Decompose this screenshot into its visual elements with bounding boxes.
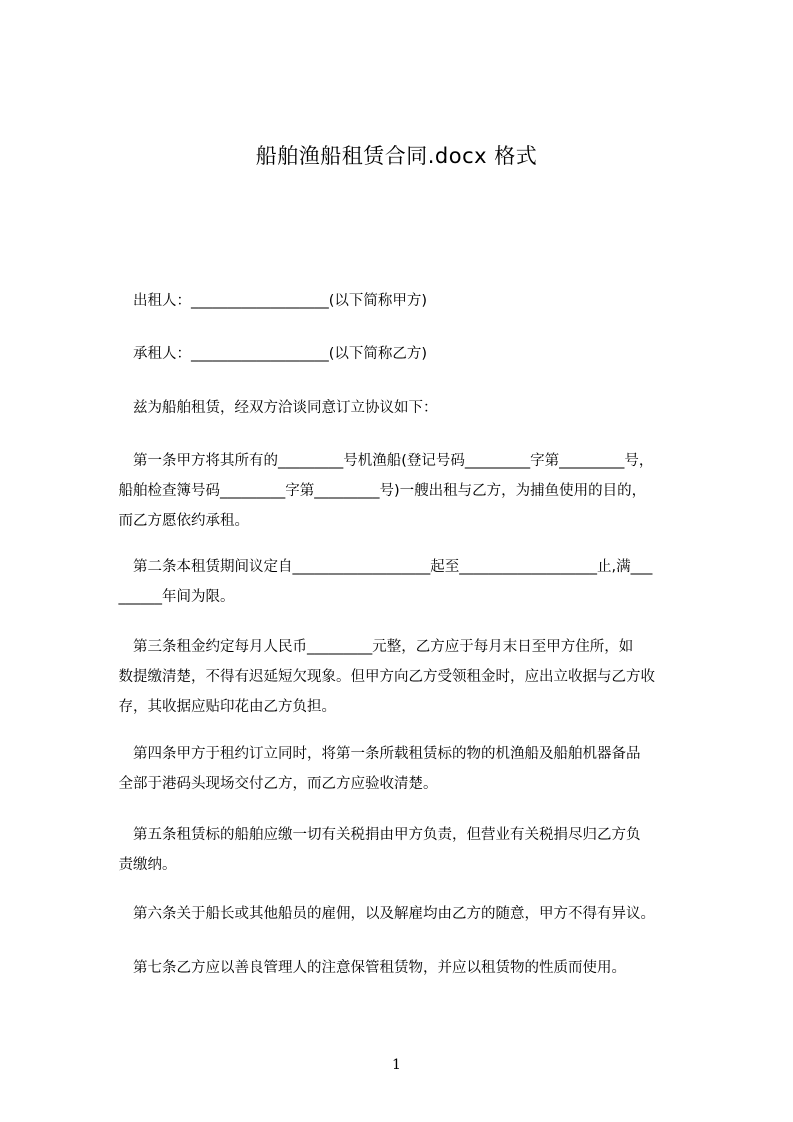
article-1-row-3: 而乙方愿依约承租。 [104, 513, 249, 529]
article-5-row-2: 责缴纳。 [104, 857, 177, 873]
article-6-row-1: 第六条关于船长或其他船员的雇佣，以及解雇均由乙方的随意，甲方不得有异议。 [104, 906, 655, 922]
document-title: 船舶渔船租赁合同.docx 格式 [255, 144, 538, 168]
lessor-line: 出租人：___________________(以下简称甲方) [104, 293, 428, 309]
lessee-line: 承租人：___________________(以下简称乙方) [104, 346, 428, 362]
article-5-row-1: 第五条租赁标的船舶应缴一切有关税捐由甲方负责，但营业有关税捐尽归乙方负 [104, 827, 641, 843]
intro-line: 兹为船舶租赁，经双方洽谈同意订立协议如下： [104, 400, 438, 416]
article-4 [104, 739, 704, 799]
article-6 [104, 899, 704, 929]
article-2-row-2: ______年间为限。 [104, 589, 235, 605]
article-3-row-2: 数提缴清楚，不得有迟延短欠现象。但甲方向乙方受领租金时，应出立收据与乙方收 [104, 669, 655, 685]
article-2 [104, 552, 704, 612]
article-7-row-1: 第七条乙方应以善良管理人的注意保管租赁物，并应以租赁物的性质而使用。 [104, 960, 626, 976]
page-number: 1 [392, 1057, 401, 1073]
article-3-row-3: 存，其收据应贴印花由乙方负担。 [104, 699, 336, 715]
article-1-row-2: 船舶检查簿号码_________字第_________号)一艘出租与乙方，为捕鱼使用的目的， [104, 483, 647, 499]
article-1-row-1: 第一条甲方将其所有的_________号机渔船(登记号码_________字第_________号， [104, 453, 654, 469]
article-3 [104, 632, 704, 722]
article-5 [104, 820, 704, 880]
article-1 [104, 446, 704, 536]
article-7 [104, 953, 704, 983]
article-4-row-1: 第四条甲方于租约订立同时，将第一条所载租赁标的物的机渔船及船舶机器备品 [104, 746, 641, 762]
article-2-row-1: 第二条本租赁期间议定自___________________起至___________________止,满___ [104, 559, 653, 575]
article-3-row-1: 第三条租金约定每月人民币_________元整，乙方应于每月末日至甲方住所，如 [104, 639, 634, 655]
article-4-row-2: 全部于港码头现场交付乙方，而乙方应验收清楚。 [104, 776, 438, 792]
